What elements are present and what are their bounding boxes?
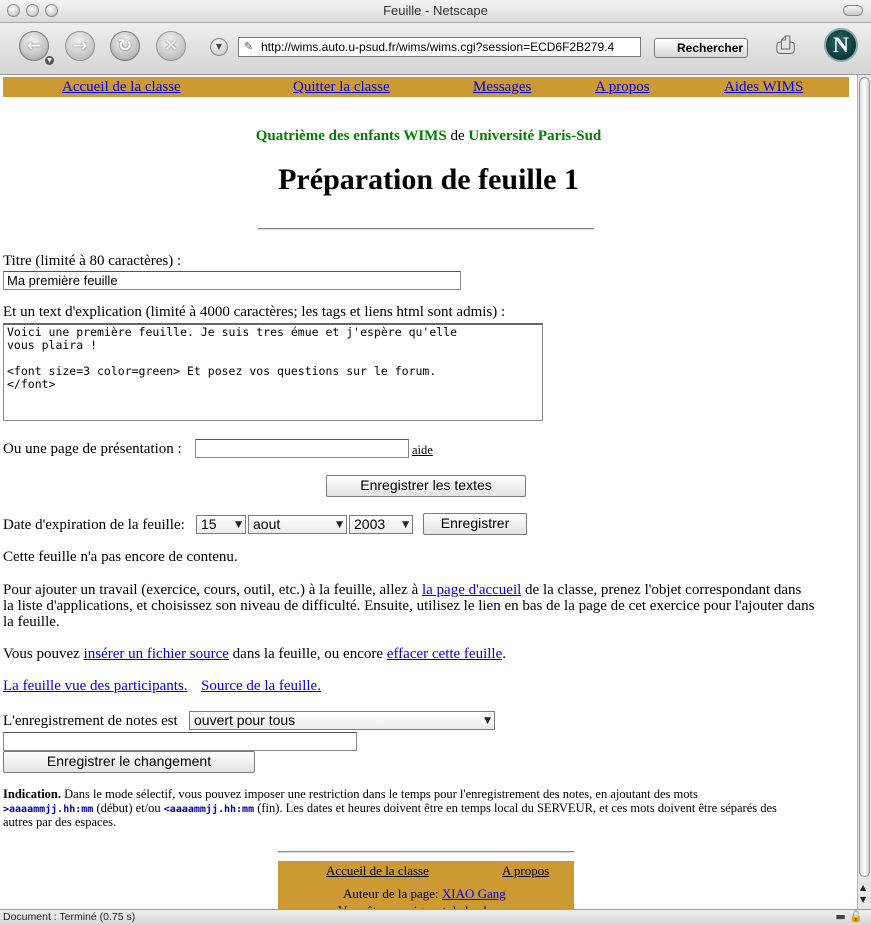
expiry-month-select[interactable] xyxy=(248,515,347,534)
add-text-line3: la feuille. xyxy=(3,614,60,630)
browser-toolbar xyxy=(0,23,871,75)
print-icon[interactable]: ⎙ xyxy=(776,31,796,59)
class-nav-bar xyxy=(3,77,849,97)
insert-source-link[interactable]: insérer un fichier source xyxy=(83,646,229,662)
address-bar xyxy=(210,37,642,59)
indication-heading: Indication. xyxy=(3,787,62,801)
reload-button[interactable]: ↻ xyxy=(110,31,140,61)
page-proxy-icon[interactable]: ✎ xyxy=(244,40,254,53)
title-divider xyxy=(258,228,594,230)
stop-button[interactable]: ✕ xyxy=(156,31,186,61)
actions-text-c: . xyxy=(502,646,506,662)
class-name: Quatrième des enfants WIMS xyxy=(255,128,447,144)
nav-quitter-link[interactable]: Quitter la classe xyxy=(293,79,390,95)
sheet-source-link[interactable]: Source de la feuille. xyxy=(201,678,321,694)
back-button[interactable]: ← xyxy=(19,31,49,61)
nav-accueil-link[interactable]: Accueil de la classe xyxy=(62,79,181,95)
participants-view-link[interactable]: La feuille vue des participants. xyxy=(3,678,188,694)
connection-icon: ▬ xyxy=(835,910,846,923)
add-text-line2: la liste d'applications, et choisissez son niveau de difficulté. Ensuite, utilisez le lien en bas de la page de cet exercice pour l'ajouter dans xyxy=(3,598,815,614)
chevron-down-icon: ▼ xyxy=(484,716,491,726)
subtitle-de: de xyxy=(450,128,465,144)
url-history-icon[interactable]: ▼ xyxy=(210,38,228,56)
search-button[interactable]: Rechercher xyxy=(654,38,748,58)
indication-end-text: (fin). Les dates et heures doivent être en temps local du SERVEUR, et ces mots doivent être séparés des xyxy=(257,800,777,815)
actions-text-b: dans la feuille, ou encore xyxy=(232,646,384,662)
lock-icon: 🔓 xyxy=(849,910,863,923)
chevron-down-icon: ▼ xyxy=(235,520,242,530)
status-bar xyxy=(0,909,871,925)
indication-text-1: Dans le mode sélectif, vous pouvez imposer une restriction dans le temps pour l'enregistrement des notes, en ajoutant des mots xyxy=(64,787,698,801)
start-code: >aaaammjj.hh:mm xyxy=(3,803,94,815)
empty-sheet-note: Cette feuille n'a pas encore de contenu. xyxy=(3,549,238,565)
footer-about-link[interactable]: A propos xyxy=(502,863,550,878)
save-expiry-button[interactable]: Enregistrer xyxy=(423,513,527,535)
grades-restriction-input[interactable] xyxy=(3,732,357,751)
expiry-label: Date d'expiration de la feuille: xyxy=(3,517,185,533)
indication-text-3: autres par des espaces. xyxy=(3,815,117,829)
scrollbar-thumb[interactable] xyxy=(859,77,870,877)
save-texts-button[interactable]: Enregistrer les textes xyxy=(326,475,526,497)
actions-text-a: Vous pouvez xyxy=(3,646,80,662)
footer-author xyxy=(343,886,506,902)
nav-aides-link[interactable]: Aides WIMS xyxy=(724,79,804,95)
toolbar-toggle-icon[interactable] xyxy=(843,5,863,16)
save-change-button[interactable]: Enregistrer le changement xyxy=(3,751,255,773)
footer-home-link[interactable]: Accueil de la classe xyxy=(326,863,429,878)
sheet-title-input[interactable]: Ma première feuille xyxy=(3,271,461,290)
forward-button[interactable]: → xyxy=(65,31,95,61)
status-text: Document : Terminé (0.75 s) xyxy=(3,911,136,923)
expiry-year-value: 2003 xyxy=(354,516,386,532)
netscape-logo[interactable]: N xyxy=(824,28,858,62)
window-titlebar xyxy=(0,0,871,23)
indication-paragraph xyxy=(3,788,853,830)
university-name: Université Paris-Sud xyxy=(468,128,602,144)
indication-start-text: (début) et/ou xyxy=(96,800,161,815)
grades-label: L'enregistrement de notes est xyxy=(3,713,178,729)
chevron-down-icon: ▼ xyxy=(336,520,343,530)
window-title: Feuille - Netscape xyxy=(383,3,488,18)
scroll-up-icon[interactable]: ▲ xyxy=(860,883,867,892)
grades-mode-select[interactable] xyxy=(189,711,495,730)
page-title: Préparation de feuille 1 xyxy=(278,163,579,196)
presentation-input[interactable] xyxy=(195,439,409,458)
aide-link[interactable]: aide xyxy=(412,443,433,457)
footer-divider xyxy=(278,851,574,853)
delete-sheet-link[interactable]: effacer cette feuille xyxy=(386,646,503,662)
add-text-start: Pour ajouter un travail (exercice, cours, outil, etc.) à la feuille, allez à xyxy=(3,582,419,598)
home-page-link[interactable]: la page d'accueil xyxy=(421,582,522,598)
scroll-down-icon[interactable]: ▼ xyxy=(860,895,867,904)
actions-sentence xyxy=(3,646,506,663)
sheet-links xyxy=(3,678,321,695)
expiry-month-value: aout xyxy=(253,516,281,532)
vertical-scrollbar[interactable] xyxy=(857,75,871,909)
author-label: Auteur de la page: xyxy=(343,886,439,901)
author-link[interactable]: XIAO Gang xyxy=(441,886,506,901)
title-label: Titre (limité à 80 caractères) : xyxy=(3,253,182,269)
url-input[interactable]: http://wims.auto.u-psud.fr/wims/wims.cgi?session=ECD6F2B279.4 xyxy=(238,37,641,57)
end-code: <aaaammjj.hh:mm xyxy=(163,803,255,815)
chevron-down-icon: ▼ xyxy=(402,520,409,530)
expiry-year-select[interactable] xyxy=(349,515,413,534)
nav-apropos-link[interactable]: A propos xyxy=(595,79,650,95)
nav-messages-link[interactable]: Messages xyxy=(473,79,532,95)
back-history-icon[interactable]: ▼ xyxy=(45,56,54,65)
class-subtitle xyxy=(0,128,857,145)
presentation-label: Ou une page de présentation : xyxy=(3,441,182,457)
expiry-day-select[interactable] xyxy=(196,515,246,534)
expiry-day-value: 15 xyxy=(201,516,217,532)
description-textarea[interactable]: Voici une première feuille. Je suis tres émue et j'espère qu'elle vous plaira ! <font size=3 color=green> Et posez vos questions sur le forum. </font> xyxy=(3,323,543,421)
add-text-end: de la classe, prenez l'objet correspondant dans xyxy=(525,582,802,598)
grades-mode-value: ouvert pour tous xyxy=(194,712,296,728)
description-label: Et un text d'explication (limité à 4000 caractères; les tags et liens html sont admis) : xyxy=(3,304,506,320)
page-content xyxy=(0,75,857,909)
add-work-paragraph xyxy=(3,582,853,630)
